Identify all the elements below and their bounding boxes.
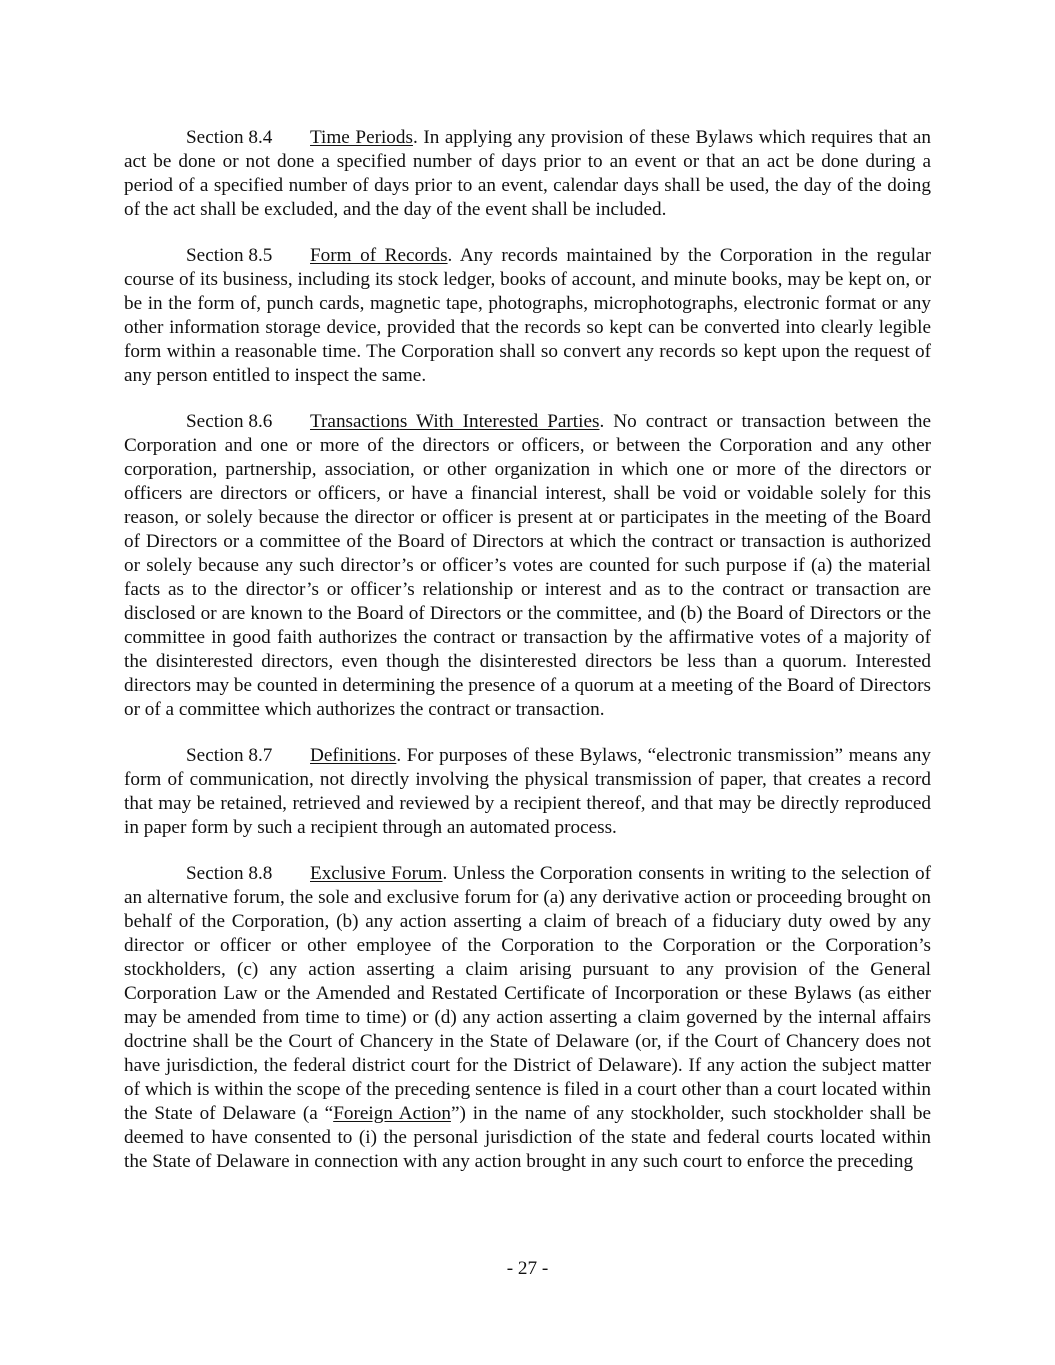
section-number: Section 8.7 (186, 745, 273, 766)
section-8-4 (124, 126, 931, 222)
section-body: . No contract or transaction between the Corporation and one or more of the directors or officers, or between the Corporation and any other corporation, partnership, association, or other organization in which one or more of the directors or officers are directors or officers, or have a financial interest, shall be void or voidable solely for this reason, or solely because the director or officer is present at or participates in the meeting of the Board of Directors or a committee of the Board of Directors at which the contract or transaction is authorized or solely because any such director’s or officer’s votes are counted for such purpose if (a) the material facts as to the director’s or officer’s relationship or interest and as to the contract or transaction are disclosed or are known to the Board of Directors or the committee, and (b) the Board of Directors or the committee in good faith authorizes the contract or transaction by the affirmative votes of a majority of the disinterested directors, even though the disinterested directors be less than a quorum. Interested directors may be counted in determining the presence of a quorum at a meeting of the Board of Directors or of a committee which authorizes the contract or transaction. (124, 411, 931, 720)
section-number: Section 8.8 (186, 863, 273, 884)
section-heading: Time Periods (310, 127, 413, 148)
section-body-part-2: ”) in the name of any stockholder, such stockholder shall be deemed to have consented to (i) the personal jurisdiction of the state and federal courts located within the State of Delaware in connection with any action brought in any such court to enforce the preceding (124, 1103, 931, 1172)
section-8-8 (124, 862, 931, 1174)
section-number: Section 8.5 (186, 245, 273, 266)
section-heading: Exclusive Forum (310, 863, 443, 884)
section-number: Section 8.4 (186, 127, 273, 148)
section-body: . Any records maintained by the Corporation in the regular course of its business, including its stock ledger, books of account, and minute books, may be kept on, or be in the form of, punch cards, magnetic tape, photographs, microphotographs, electronic format or any other information storage device, provided that the records so kept can be converted into clearly legible form within a reasonable time. The Corporation shall so convert any records so kept upon the request of any person entitled to inspect the same. (124, 245, 931, 386)
section-heading: Transactions With Interested Parties (310, 411, 600, 432)
page-number: - 27 - (506, 1258, 549, 1279)
section-heading: Form of Records (310, 245, 448, 266)
section-8-5 (124, 244, 931, 388)
section-8-7 (124, 744, 931, 840)
section-body: . In applying any provision of these Bylaws which requires that an act be done or not done a specified number of days prior to an event or that an act be done during a period of a specified number of days prior to an event, calendar days shall be used, the day of the doing of the act shall be excluded, and the day of the event shall be included. (124, 127, 931, 220)
section-body-part-1: . Unless the Corporation consents in writing to the selection of an alternative forum, the sole and exclusive forum for (a) any derivative action or proceeding brought on behalf of the Corporation, (b) any action asserting a claim of breach of a fiduciary duty owed by any director or officer or other employee of the Corporation to the Corporation or the Corporation’s stockholders, (c) any action asserting a claim arising pursuant to any provision of the General Corporation Law or the Amended and Restated Certificate of Incorporation or these Bylaws (as either may be amended from time to time) or (d) any action asserting a claim governed by the internal affairs doctrine shall be the Court of Chancery in the State of Delaware (or, if the Court of Chancery does not have jurisdiction, the federal district court for the District of Delaware). If any action the subject matter of which is within the scope of the preceding sentence is filed in a court other than a court located within the State of Delaware (a “ (124, 863, 932, 1124)
section-body: . For purposes of these Bylaws, “electronic transmission” means any form of communication, not directly involving the physical transmission of paper, that creates a record that may be retained, retrieved and reviewed by a recipient thereof, and that may be directly reproduced in paper form by such a recipient through an automated process. (124, 745, 931, 838)
section-number: Section 8.6 (186, 411, 273, 432)
section-heading: Definitions (310, 745, 397, 766)
defined-term: Foreign Action (333, 1103, 451, 1124)
document-page (124, 126, 931, 1196)
section-8-6 (124, 410, 931, 722)
